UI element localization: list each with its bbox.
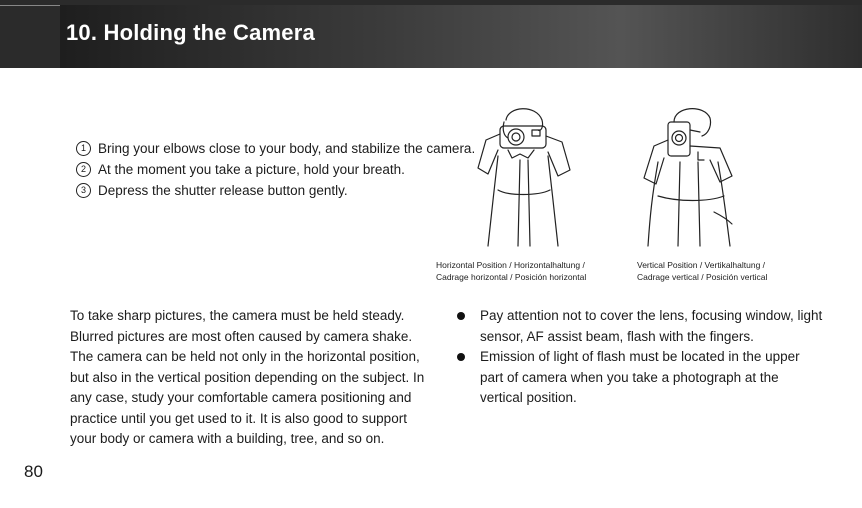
step-number: 3 xyxy=(76,183,91,198)
section-title: 10. Holding the Camera xyxy=(66,20,315,45)
header-rule xyxy=(0,5,60,6)
bullet-item xyxy=(455,306,825,347)
bullet-text: Emission of light of flash must be located in the upper part of camera when you take a photograph at the vertical position. xyxy=(480,349,800,405)
section-header xyxy=(0,0,862,68)
step-text: Depress the shutter release button gently. xyxy=(98,183,348,198)
bullet-dot-icon xyxy=(457,312,465,320)
bullet-item xyxy=(455,347,825,409)
bullet-text: Pay attention not to cover the lens, focusing window, light sensor, AF assist beam, flash with the fingers. xyxy=(480,308,823,344)
horizontal-caption-line: Horizontal Position / Horizontalhaltung / xyxy=(436,260,585,270)
step-number: 1 xyxy=(76,141,91,156)
step-item xyxy=(76,180,475,201)
steps-list xyxy=(76,138,475,201)
bullet-list xyxy=(455,306,825,409)
vertical-caption-line: Cadrage vertical / Posición vertical xyxy=(637,272,768,282)
body-paragraph: To take sharp pictures, the camera must be held steady. Blurred pictures are most often caused by camera shake. The camera can be held not only in the horizontal position, but also in the vertical position depending on the subject. In any case, study your comfortable camera positioning and practice until you get used to it. It is also good to support your body or camera with a building, tree, and so on. xyxy=(70,308,425,446)
step-text: Bring your elbows close to your body, and stabilize the camera. xyxy=(98,141,476,156)
step-item xyxy=(76,138,475,159)
vertical-caption xyxy=(637,259,857,283)
horizontal-position-illustration xyxy=(458,100,588,250)
horizontal-caption-line: Cadrage horizontal / Posición horizontal xyxy=(436,272,587,282)
page-number: 80 xyxy=(24,462,43,481)
step-number: 2 xyxy=(76,162,91,177)
step-item xyxy=(76,159,475,180)
bullet-dot-icon xyxy=(457,353,465,361)
step-text: At the moment you take a picture, hold your breath. xyxy=(98,162,405,177)
horizontal-caption xyxy=(436,259,626,283)
vertical-caption-line: Vertical Position / Vertikalhaltung / xyxy=(637,260,766,270)
vertical-position-illustration xyxy=(628,100,758,250)
